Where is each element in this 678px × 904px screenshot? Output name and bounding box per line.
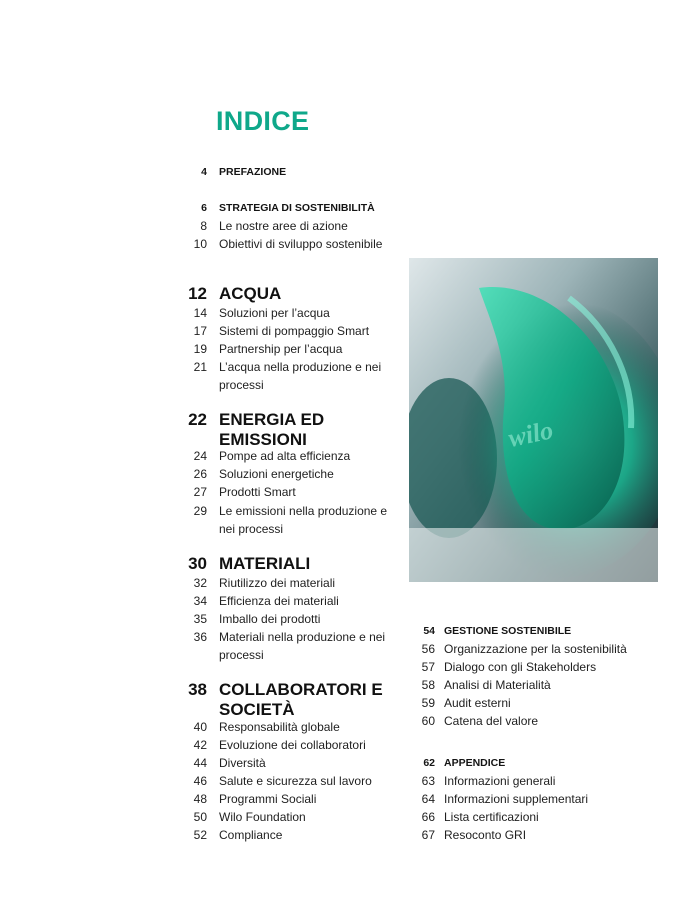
toc-entry[interactable] <box>396 808 658 826</box>
toc-page-number: 4 <box>201 166 207 178</box>
toc-page-number: 35 <box>193 612 207 626</box>
toc-entry[interactable] <box>396 790 658 808</box>
toc-entry[interactable] <box>396 676 658 694</box>
toc-entry-label: Riutilizzo dei materiali <box>219 576 336 590</box>
toc-page-number: 54 <box>423 625 435 637</box>
toc-entry-label: Resoconto GRI <box>444 828 527 842</box>
toc-page-number: 57 <box>421 660 435 674</box>
toc-entry[interactable] <box>170 465 392 483</box>
toc-page-number: 60 <box>421 714 435 728</box>
toc-entry-label: Partnership per l’acqua <box>219 342 343 356</box>
toc-page-number: 29 <box>193 504 207 518</box>
toc-page-number: 48 <box>193 792 207 806</box>
toc-page-number: 62 <box>423 757 435 769</box>
toc-entry-label: Pompe ad alta efficienza <box>219 449 351 463</box>
toc-entry-label: STRATEGIA DI SOSTENIBILITÀ <box>219 202 375 214</box>
toc-entry[interactable] <box>396 640 658 658</box>
toc-entry-label: Lista certificazioni <box>444 810 539 824</box>
toc-page-number: 21 <box>193 360 207 374</box>
toc-entry[interactable] <box>170 410 392 450</box>
toc-entry-label: Le emissioni nella produzione e nei processi <box>219 504 388 536</box>
toc-entry-label: PREFAZIONE <box>219 166 287 178</box>
toc-page-number: 44 <box>193 756 207 770</box>
toc-entry-label: GESTIONE SOSTENIBILE <box>444 625 572 637</box>
toc-entry-label: Programmi Sociali <box>219 792 317 806</box>
toc-entry-label: Responsabilità globale <box>219 720 340 734</box>
toc-entry[interactable] <box>170 718 392 736</box>
toc-page-number: 58 <box>421 678 435 692</box>
toc-entry-label: Organizzazione per la sostenibilità <box>444 642 627 656</box>
toc-page-number: 17 <box>193 324 207 338</box>
toc-page-number: 56 <box>421 642 435 656</box>
toc-page-number: 34 <box>193 594 207 608</box>
toc-page-number: 50 <box>193 810 207 824</box>
toc-entry[interactable] <box>170 304 392 322</box>
wilo-logo-mark: wilo <box>505 415 556 453</box>
toc-entry[interactable] <box>396 754 658 772</box>
toc-entry-label: Informazioni generali <box>444 774 556 788</box>
toc-page-number: 22 <box>188 410 207 429</box>
toc-entry-label: Obiettivi di sviluppo sostenibile <box>219 237 383 251</box>
toc-entry-label: Audit esterni <box>444 696 511 710</box>
toc-entry-label: Analisi di Materialità <box>444 678 551 692</box>
toc-page-number: 42 <box>193 738 207 752</box>
toc-page-number: 26 <box>193 467 207 481</box>
toc-entry[interactable] <box>170 592 392 610</box>
toc-page-number: 38 <box>188 680 207 699</box>
toc-entry[interactable] <box>170 826 392 844</box>
toc-page-number: 66 <box>421 810 435 824</box>
toc-entry[interactable] <box>170 680 392 720</box>
toc-page-number: 27 <box>193 485 207 499</box>
toc-entry[interactable] <box>170 554 392 574</box>
toc-entry[interactable] <box>170 322 392 340</box>
toc-entry[interactable] <box>170 199 392 217</box>
toc-entry-label: Sistemi di pompaggio Smart <box>219 324 370 338</box>
product-photo <box>409 258 658 582</box>
toc-page-number: 14 <box>193 306 207 320</box>
toc-entry[interactable] <box>170 358 392 394</box>
toc-entry[interactable] <box>396 694 658 712</box>
toc-entry[interactable] <box>396 826 658 844</box>
toc-page-number: 64 <box>421 792 435 806</box>
toc-entry-label: Catena del valore <box>444 714 539 728</box>
toc-page-number: 32 <box>193 576 207 590</box>
toc-entry-label: Dialogo con gli Stakeholders <box>444 660 597 674</box>
toc-entry-label: Informazioni supplementari <box>444 792 589 806</box>
toc-entry[interactable] <box>170 483 392 501</box>
toc-entry-label: Wilo Foundation <box>219 810 306 824</box>
toc-entry-label: Efficienza dei materiali <box>219 594 339 608</box>
toc-entry[interactable] <box>170 808 392 826</box>
toc-page-number: 10 <box>193 237 207 251</box>
toc-page-number: 67 <box>421 828 435 842</box>
toc-entry[interactable] <box>396 658 658 676</box>
toc-entry-label: Prodotti Smart <box>219 485 296 499</box>
toc-page-number: 6 <box>201 202 207 214</box>
toc-entry[interactable] <box>170 574 392 592</box>
toc-entry-label: Soluzioni per l’acqua <box>219 306 330 320</box>
toc-entry-label: Diversità <box>219 756 266 770</box>
toc-entry-label: ACQUA <box>219 284 282 303</box>
page-title: INDICE <box>216 106 310 136</box>
toc-entry-label: Compliance <box>219 828 283 842</box>
toc-entry-label: Evoluzione dei collaboratori <box>219 738 366 752</box>
toc-entry-label: Salute e sicurezza sul lavoro <box>219 774 372 788</box>
toc-entry[interactable] <box>170 628 392 664</box>
toc-entry[interactable] <box>170 790 392 808</box>
toc-entry-label: ENERGIA ED EMISSIONI <box>219 410 325 449</box>
toc-entry[interactable] <box>170 502 392 538</box>
toc-page-number: 8 <box>200 219 207 233</box>
toc-entry[interactable] <box>170 163 392 181</box>
toc-entry[interactable] <box>170 235 392 253</box>
toc-page-number: 63 <box>421 774 435 788</box>
toc-entry[interactable] <box>170 754 392 772</box>
toc-entry[interactable] <box>170 772 392 790</box>
toc-page-number: 30 <box>188 554 207 573</box>
toc-entry-label: Imballo dei prodotti <box>219 612 321 626</box>
toc-page-number: 46 <box>193 774 207 788</box>
toc-entry[interactable] <box>170 217 392 235</box>
toc-page-number: 19 <box>193 342 207 356</box>
toc-entry[interactable] <box>170 736 392 754</box>
toc-page-number: 40 <box>193 720 207 734</box>
toc-entry[interactable] <box>170 340 392 358</box>
toc-page-number: 24 <box>193 449 207 463</box>
toc-page-number: 59 <box>421 696 435 710</box>
toc-page-number: 36 <box>193 630 207 644</box>
toc-page-number: 12 <box>188 284 207 303</box>
toc-entry[interactable] <box>170 447 392 465</box>
toc-entry-label: MATERIALI <box>219 554 311 573</box>
toc-page-number: 52 <box>193 828 207 842</box>
toc-entry-label: L’acqua nella produzione e nei processi <box>219 360 382 392</box>
toc-entry[interactable] <box>396 622 658 640</box>
toc-entry[interactable] <box>396 712 658 730</box>
toc-entry-label: Soluzioni energetiche <box>219 467 334 481</box>
toc-entry[interactable] <box>396 772 658 790</box>
toc-entry[interactable] <box>170 610 392 628</box>
toc-entry-label: Le nostre aree di azione <box>219 219 348 233</box>
toc-entry-label: COLLABORATORI E SOCIETÀ <box>219 680 383 719</box>
toc-entry-label: Materiali nella produzione e nei processi <box>219 630 386 662</box>
toc-entry-label: APPENDICE <box>444 757 506 769</box>
toc-entry[interactable] <box>170 284 392 304</box>
